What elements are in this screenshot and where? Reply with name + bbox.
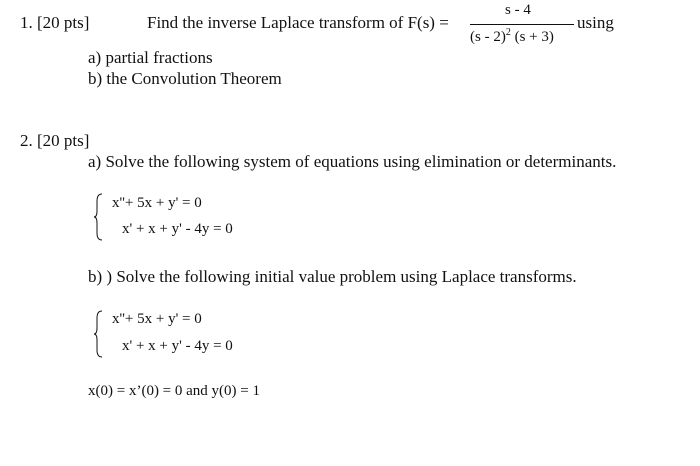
system-b-eq2: x' + x + y' - 4y = 0: [122, 338, 233, 354]
q2-part-b: b) ) Solve the following initial value problem using Laplace transforms.: [88, 267, 577, 286]
initial-conditions: x(0) = x’(0) = 0 and y(0) = 1: [88, 383, 261, 399]
left-brace-icon: [94, 193, 103, 241]
q1-prompt: Find the inverse Laplace transform of F(s) =: [147, 13, 449, 32]
q1-number: 1. [20 pts]: [20, 13, 90, 32]
fraction-denominator: (s - 2)$^2$ (s + 3): [470, 27, 554, 45]
q1-using: using: [577, 13, 614, 32]
fraction-numerator: s - 4: [505, 2, 531, 18]
q2-part-a: a) Solve the following system of equations using elimination or determinants.: [88, 152, 617, 171]
system-a-eq2: x' + x + y' - 4y = 0: [122, 221, 233, 237]
left-brace-icon: [94, 310, 103, 358]
system-a-eq1: x''+ 5x + y' = 0: [112, 195, 202, 211]
q2-number: 2. [20 pts]: [20, 131, 90, 150]
fraction-bar: [470, 24, 574, 25]
system-b-eq1: x''+ 5x + y' = 0: [112, 311, 202, 327]
q1-part-b: b) the Convolution Theorem: [88, 69, 282, 88]
q1-part-a: a) partial fractions: [88, 48, 213, 67]
